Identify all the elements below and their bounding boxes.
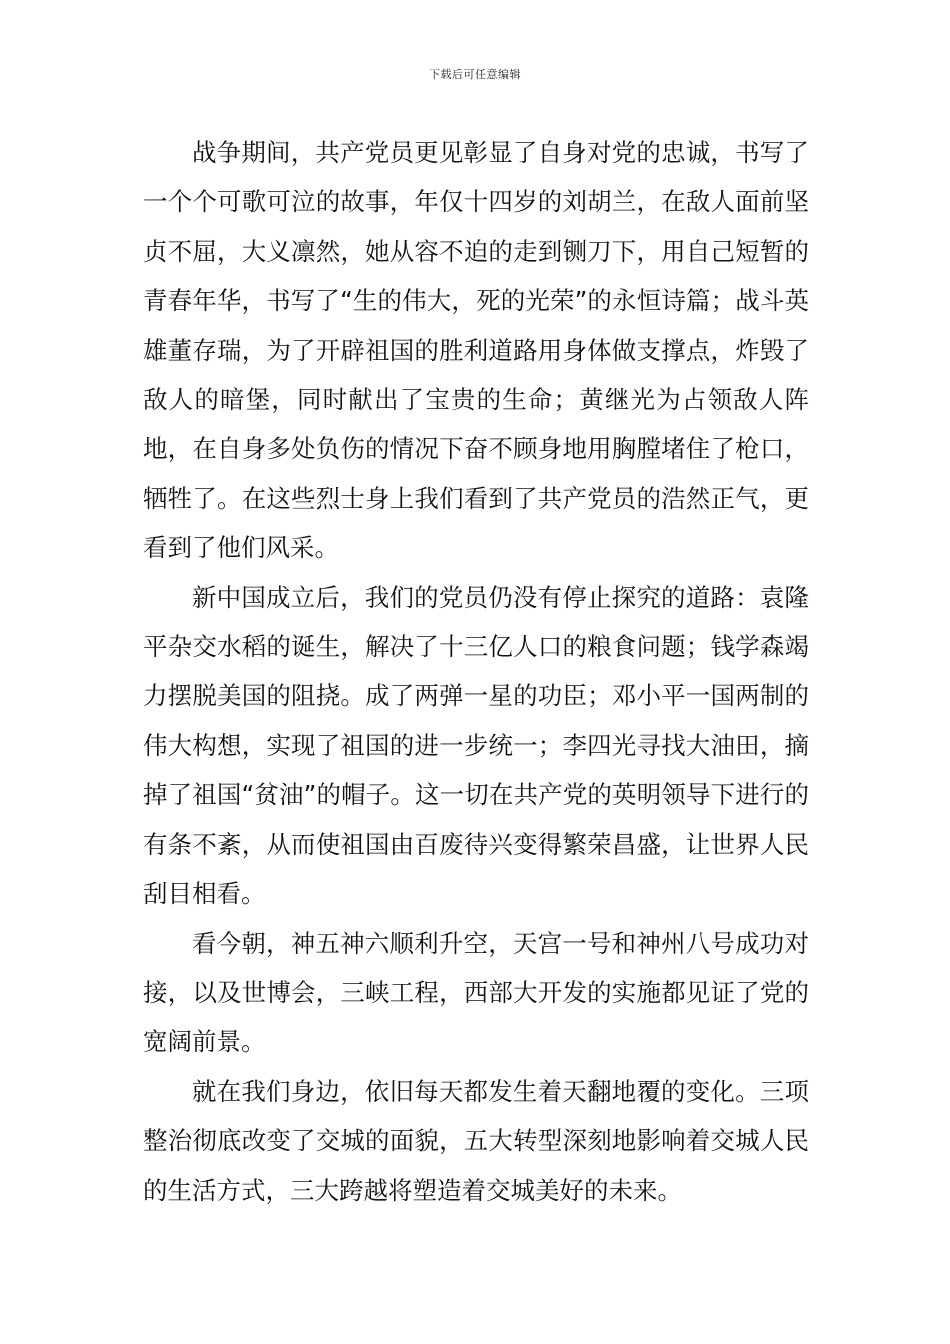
paragraph: 战争期间，共产党员更见彰显了自身对党的忠诚，书写了一个个可歌可泣的故事，年仅十四岁的刘胡兰，在敌人面前坚贞不屈，大义凛然，她从容不迫的走到铡刀下，用自己短暂的青春年华，书写了“生的伟大，死的光荣”的永恒诗篇；战斗英雄董存瑞，为了开辟祖国的胜利道路用身体做支撑点，炸毁了敌人的暗堡，同时献出了宝贵的生命；黄继光为占领敌人阵地，在自身多处负伤的情况下奋不顾身地用胸膛堵住了枪口，牺牲了。在这些烈士身上我们看到了共产党员的浩然正气，更看到了他们风采。 [143, 138, 809, 563]
paragraph: 就在我们身边，依旧每天都发生着天翻地覆的变化。三项整治彻底改变了交城的面貌，五大转型深刻地影响着交城人民的生活方式，三大跨越将塑造着交城美好的未来。 [143, 1076, 809, 1205]
paragraph: 新中国成立后，我们的党员仍没有停止探究的道路：袁隆平杂交水稻的诞生，解决了十三亿人口的粮食问题；钱学森竭力摆脱美国的阻挠。成了两弹一星的功臣；邓小平一国两制的伟大构想，实现了祖国的进一步统一；李四光寻找大油田，摘掉了祖国“贫油”的帽子。这一切在共产党的英明领导下进行的有条不紊，从而使祖国由百废待兴变得繁荣昌盛，让世界人民刮目相看。 [143, 582, 809, 909]
document-body [143, 128, 809, 1215]
header-note: 下载后可任意编辑 [429, 68, 521, 81]
paragraph: 看今朝，神五神六顺利升空，天宫一号和神州八号成功对接，以及世博会，三峡工程，西部大开发的实施都见证了党的宽阔前景。 [143, 928, 809, 1057]
